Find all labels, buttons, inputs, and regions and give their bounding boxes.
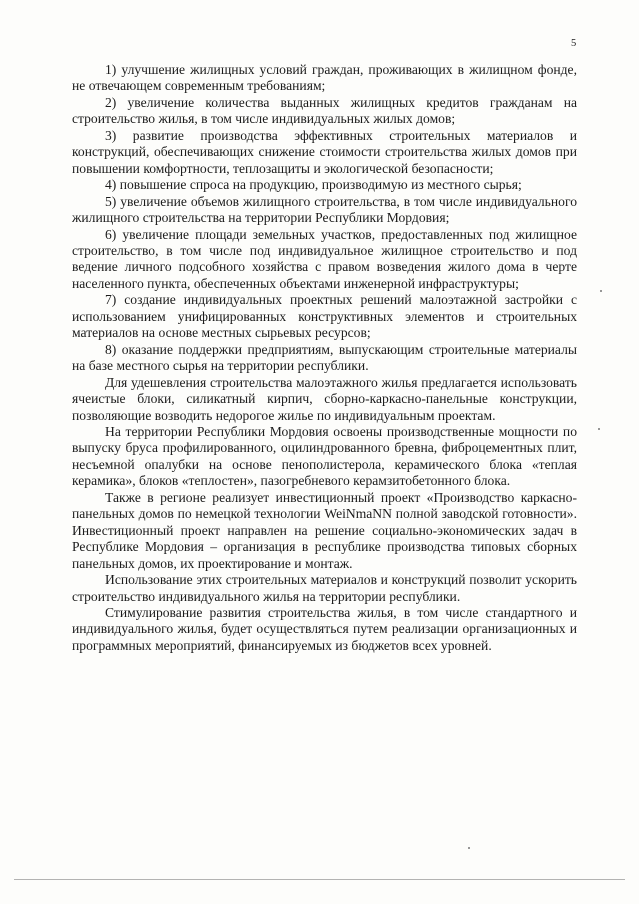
scan-speck xyxy=(468,847,470,849)
paragraph-materials-usage: Использование этих строительных материалов и конструкций позволит ускорить строительство индивидуального жилья на территории республики. xyxy=(72,572,577,604)
paragraph-item-5: 5) увеличение объемов жилищного строительства, в том числе индивидуального жилищного строительства на территории Республики Мордовия; xyxy=(72,193,577,226)
paragraph-item-3: 3) развитие производства эффективных строительных материалов и конструкций, обеспечивающих снижение стоимости строительства жилых домов при повышении комфортности, теплозащиты и экологической безопасности; xyxy=(72,127,577,176)
paragraph-stimulation: Стимулирование развития строительства жилья, в том числе стандартного и индивидуального жилья, будет осуществляться путем реализации организационных и программных мероприятий, финансируемых из бюджетов всех уровней. xyxy=(72,604,577,653)
paragraph-item-4: 4) повышение спроса на продукцию, производимую из местного сырья; xyxy=(105,177,522,193)
paragraph-investment-project: Также в регионе реализует инвестиционный проект «Производство каркасно-панельных домов по немецкой технологии WeiNmaNN полной заводской готовности». Инвестиционный проект направлен на решение социально-экономических задач в Республике Мордовия – организация в республике производства типовых сборных панельных домов, их проектирование и монтаж. xyxy=(72,489,577,571)
scan-speck xyxy=(600,290,602,292)
scan-edge-line xyxy=(14,879,625,880)
paragraph-production-capacity: На территории Республики Мордовия освоены производственные мощности по выпуску бруса профилированного, оцилиндрованного бревна, фиброцементных плит, несъемной опалубки на основе пенополистерола, керамического блока «теплая керамика», блоков «теплостен», пазогребневого керамзитобетонного блока. xyxy=(72,423,577,489)
paragraph-item-1: 1) улучшение жилищных условий граждан, проживающих в жилищном фонде, не отвечающем современным требованиям; xyxy=(72,62,577,94)
page-number: 5 xyxy=(571,38,577,49)
paragraph-cheaper-housing: Для удешевления строительства малоэтажного жилья предлагается использовать ячеистые блоки, силикатный кирпич, сборно-каркасно-панельные конструкции, позволяющие возводить недорогое жилье по индивидуальным проектам. xyxy=(72,374,577,423)
scan-speck xyxy=(598,428,600,430)
paragraph-item-8: 8) оказание поддержки предприятиям, выпускающим строительные материалы на базе местного сырья на территории республики. xyxy=(72,341,577,374)
paragraph-item-2: 2) увеличение количества выданных жилищных кредитов гражданам на строительство жилья, в том числе индивидуальных жилых домов; xyxy=(72,94,577,127)
paragraph-item-6: 6) увеличение площади земельных участков, предоставленных под жилищное строительство, в том числе под индивидуальное жилищное строительство и под ведение личного подсобного хозяйства с правом возведения жилого дома в черте населенного пункта, обеспеченных объектами инженерной инфраструктуры; xyxy=(72,226,577,291)
paragraph-item-7: 7) создание индивидуальных проектных решений малоэтажной застройки с использованием унифицированных конструктивных элементов и строительных материалов на основе местных сырьевых ресурсов; xyxy=(72,292,577,341)
document-body xyxy=(72,62,577,654)
